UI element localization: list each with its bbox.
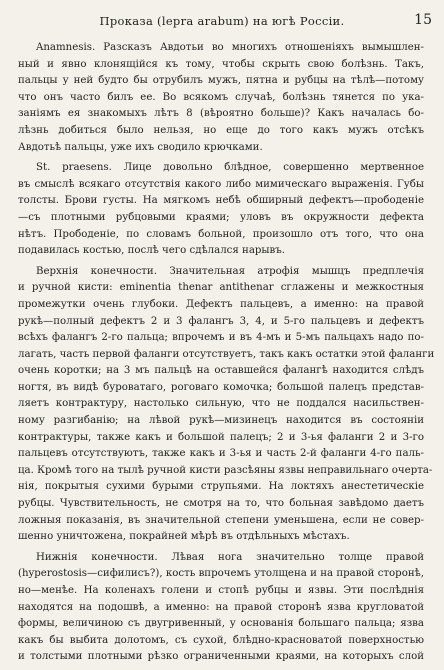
text-line: въ смыслѣ всякаго отсутствія какого либо мимическаго выраженія. Губы [18,178,424,190]
text-line: находятся на подошвѣ, а именно: на правой сторонѣ язва кругловатой [18,601,424,613]
text-line: рубцы. Чувствительность, не смотря на то, что больная завѣдомо даетъ [18,498,424,510]
text-line: St. praesens. Лице довольно блѣдное, совершенно мертвенное [36,162,424,174]
text-line: Авдотьѣ пальцы, уже ихъ сводило крючками. [18,141,263,153]
text-line: ца. Кромѣ того на тылѣ ручной кисти разсѣяны язвы неправильнаго очерта- [18,464,433,476]
text-line: ный и явно клонящійся къ тому, чтобы скрыть свою болѣзнь. Такъ, [18,58,424,70]
text-line: нѣтъ. Прободеніе, по словамъ больной, произошло отъ того, что она [18,228,424,240]
text-line: ложныя показанія, въ значительной степени уменьшена, если не совер- [18,514,424,526]
text-line: —съ плотными рубцовыми краями; уловъ въ окружности дефекта [18,211,424,223]
text-line: ному разгибанію; на лѣвой рукѣ—мизинецъ находится въ состояніи [18,415,424,427]
text-line: промежутки очень глубоки. Дефектъ пальцевъ, а именно: на правой [18,298,424,310]
text-line: (hyperostosis—сифилисъ?), кость впрочемъ утолщена и на правой сторонѣ, [18,568,424,580]
text-line: и ручной кисти: eminentia thenar antithenar сглажены и межкостныя [18,282,424,294]
paragraph-status-praesens [18,160,424,260]
text-line: и толстыми плотными рѣзко ограниченными краями, на которыхъ слой [18,651,424,663]
text-line: какъ бы выбита долотомъ, съ сухой, блѣдно-красноватой поверхностью [18,634,424,646]
text-line: ляетъ контрактуру, настолько сильную, что не поддался насильствен- [18,398,424,410]
text-line: контрактуры, также какъ и большой палецъ; 2 и 3-ья фаланги 2 и 3-го [18,431,424,443]
page-number: 15 [414,12,432,28]
text-line: Anamnesis. Разсказъ Авдотьи во многихъ отношеніяхъ вымышлен- [36,42,424,53]
paragraph-upper-limbs [18,264,435,546]
text-line: толсты. Брови густы. На мягкомъ небѣ обширный дефектъ—прободеніе [18,195,424,207]
text-line: формы, величиною съ двугривенный, у основанія большаго пальца; язва [18,618,424,630]
header-title: Проказа (lepra arabum) на югѣ Россіи. [99,14,345,28]
text-line: рукѣ—полный дефектъ 2 и 3 фалангъ 3, 4, и 5-го пальцевъ и дефектъ [18,315,424,327]
text-line: но—менѣе. На коленахъ голени и стопѣ рубцы и язвы. Эти послѣднія [18,585,424,596]
text-line: шенно уничтожена, покрайней мѣрѣ въ отдѣльныхъ мѣстахъ. [18,531,350,543]
running-header [0,14,444,34]
text-line: Нижнія конечности. Лѣвая нога значительно толще правой [36,551,424,563]
text-line: пальцы у ней будто бы отрубилъ мужъ, пятна и рубцы на тѣлѣ—потому [18,75,424,87]
text-line: всѣхъ фалангъ 2-го пальца; впрочемъ и въ 4-мъ и 5-мъ пальцахъ надо по- [18,332,424,344]
text-line: пальцевъ отсутствуютъ, также какъ и 3-ья и часть 2-й фаланги 4-го паль- [18,448,424,460]
text-line: что онъ часто билъ ее. Во всякомъ случаѣ, болѣзнь тянется по ука- [18,91,424,103]
text-line: Верхнія конечности. Значительная атрофія мышцъ предплечія [36,265,424,277]
text-line: лагать, часть первой фаланги отсутствуетъ, такъ какъ остатки этой фаланги [18,348,435,360]
text-line: ногтя, въ видѣ буроватаго, роговаго комочка; большой палецъ представ- [18,381,424,393]
paragraph-lower-limbs [18,550,424,666]
text-line: лѣзнь добиться было нельзя, но еще до того какъ мужъ отсѣкъ [18,124,424,136]
body-text [18,40,435,670]
text-line: подавилась костью, послѣ чего сдѣлался нарывъ. [18,245,285,257]
paragraph-anamnesis [18,40,424,156]
text-line: заніямъ ея знакомыхъ лѣтъ 8 (вѣроятно больше)? Какъ началась бо- [18,108,424,120]
text-line: очень коротки; на 3 мъ пальцѣ на оставшейся фалангѣ находится слѣдъ [18,365,424,377]
text-line: нія, покрытыя сухими бурыми струпьями. На локтяхъ анестетическіе [18,481,424,493]
